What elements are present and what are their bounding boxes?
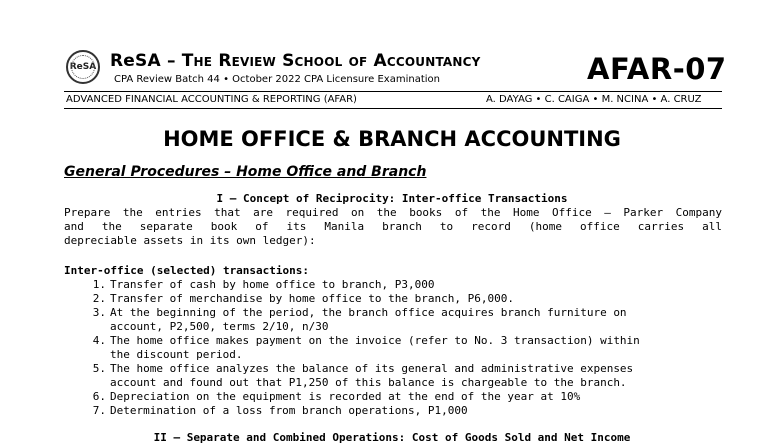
item-text: Depreciation on the equipment is recorded at the end of the year at 10% bbox=[110, 390, 581, 403]
transactions-list bbox=[64, 278, 640, 418]
list-item bbox=[64, 390, 640, 404]
item-text: The home office makes payment on the invoice (refer to No. 3 transaction) within bbox=[110, 334, 640, 347]
school-name bbox=[110, 51, 481, 71]
item-number: 1. bbox=[92, 278, 106, 291]
item-number: 5. bbox=[92, 362, 106, 375]
instructions-line: Prepare the entries that are required on the books of the Home Office – Parker Company bbox=[64, 206, 722, 219]
item-text: account, P2,500, terms 2/10, n/30 bbox=[110, 320, 329, 333]
part1-heading: I – Concept of Reciprocity: Inter-office Transactions bbox=[216, 192, 568, 205]
item-number: 2. bbox=[92, 292, 106, 305]
list-item bbox=[64, 306, 640, 334]
transactions-heading: Inter-office (selected) transactions: bbox=[64, 264, 310, 277]
list-item bbox=[64, 404, 640, 418]
item-text: The home office analyzes the balance of its general and administrative expenses bbox=[110, 362, 634, 375]
item-text: the discount period. bbox=[110, 348, 243, 361]
resa-logo: ReSA bbox=[66, 50, 100, 84]
list-item bbox=[64, 278, 640, 292]
item-number: 4. bbox=[92, 334, 106, 347]
header-rule-top bbox=[64, 91, 722, 92]
authors-line: A. DAYAG • C. CAIGA • M. NCINA • A. CRUZ bbox=[486, 94, 702, 105]
instructions-line: and the separate book of its Manila branch to record (home office carries all bbox=[64, 220, 722, 233]
item-number: 6. bbox=[92, 390, 106, 403]
item-text: Determination of a loss from branch operations, P1,000 bbox=[110, 404, 468, 417]
part2-heading: II – Separate and Combined Operations: Cost of Goods Sold and Net Income bbox=[153, 431, 631, 444]
section-heading: General Procedures – Home Office and Branch bbox=[64, 164, 427, 180]
item-number: 7. bbox=[92, 404, 106, 417]
header-rule-bottom bbox=[64, 108, 722, 109]
list-item bbox=[64, 334, 640, 362]
list-item bbox=[64, 362, 640, 390]
batch-line: CPA Review Batch 44 • October 2022 CPA Licensure Examination bbox=[114, 74, 440, 85]
item-text: Transfer of merchandise by home office to the branch, P6,000. bbox=[110, 292, 514, 305]
item-number: 3. bbox=[92, 306, 106, 319]
document-title: HOME OFFICE & BRANCH ACCOUNTING bbox=[163, 127, 621, 151]
subject-line: ADVANCED FINANCIAL ACCOUNTING & REPORTING (AFAR) bbox=[66, 94, 357, 105]
list-item bbox=[64, 292, 640, 306]
item-text: At the beginning of the period, the branch office acquires branch furniture on bbox=[110, 306, 627, 319]
item-text: Transfer of cash by home office to branch, P3,000 bbox=[110, 278, 435, 291]
instructions-paragraph bbox=[64, 206, 722, 248]
instructions-line: depreciable assets in its own ledger): bbox=[64, 234, 316, 247]
item-text: account and found out that P1,250 of this balance is chargeable to the branch. bbox=[110, 376, 627, 389]
school-name-rest: – The Review School of Accountancy bbox=[160, 51, 481, 71]
document-code: AFAR-07 bbox=[587, 52, 727, 86]
school-name-prefix: ReSA bbox=[110, 51, 161, 71]
